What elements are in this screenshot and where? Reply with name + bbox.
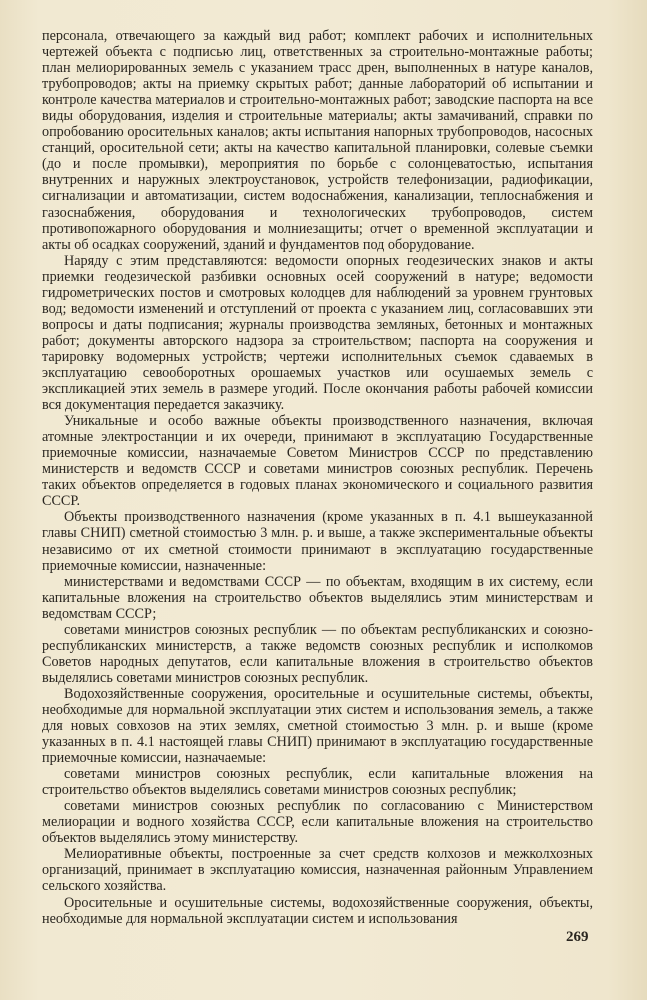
paragraph-collective-farms: Мелиоративные объекты, построенные за счет средств колхозов и межколхозных организаций, принимает в эксплуатацию комиссия, назначенная районным Управлением сельского хозяйства.	[42, 846, 593, 895]
paragraph-ministry-melioration: советами министров союзных республик по согласованию с Министерством мелиорации и водного хозяйства СССР, если капитальные вложения на строительство объектов выделялись этому министерству.	[42, 798, 593, 847]
paragraph-ministries-ussr: министерствами и ведомствами СССР — по объектам, входящим в их систему, если капитальные вложения на строительство объектов выделялись этим министерствам и ведомствам СССР;	[42, 573, 593, 622]
paragraph-republic-councils: советами министров союзных республик, если капитальные вложения на строительство объектов выделялись советами министров союзных республик;	[42, 766, 593, 799]
paragraph-unique-objects: Уникальные и особо важные объекты производственного назначения, включая атомные электростанции и их очереди, принимают в эксплуатацию Государственные приемочные комиссии, назначаемые Советом Министров СССР по представлению министерств и ведомств СССР и советами министров союзных республик. Перечень таких объектов определяется в годовых планах экономического и социального развития СССР.	[42, 413, 593, 510]
paragraph-additional-documents: Наряду с этим представляются: ведомости опорных геодезических знаков и акты приемки геодезической разбивки основных осей сооружений в натуре; ведомости гидрометрических постов и смотровых колодцев для наблюдений за уровнем грунтовых вод; ведомости изменений и отступлений от проекта с указанием лиц, согласовавших эти вопросы и даты подписания; журналы производства земляных, бетонных и монтажных работ; документы авторского надзора за строительством; паспорта на сооружения и тарировку водомерных устройств; чертежи исполнительных съемок сдаваемых в эксплуатацию севооборотных орошаемых участков или осушаемых земель с экспликацией этих земель в размере угодий. После окончания работы рабочей комиссии вся документация передается заказчику.	[42, 252, 593, 414]
body-text	[42, 28, 593, 927]
paragraph-irrigation-systems: Оросительные и осушительные системы, водохозяйственные сооружения, объекты, необходимые для нормальной эксплуатации систем и использования	[42, 894, 593, 927]
page-number: 269	[566, 929, 589, 945]
paragraph-production-objects: Объекты производственного назначения (кроме указанных в п. 4.1 вышеуказанной главы СНИП) сметной стоимостью 3 млн. р. и выше, а также экспериментальные объекты независимо от их сметной стоимости принимают в эксплуатацию государственные приемочные комиссии, назначенные:	[42, 509, 593, 574]
paragraph-water-structures: Водохозяйственные сооружения, оросительные и осушительные системы, объекты, необходимые для нормальной эксплуатации этих систем и использования земель, а также для новых совхозов на этих землях, сметной стоимостью 3 млн. р. и выше (кроме указанных в п. 4.1 настоящей главы СНИП) принимают в эксплуатацию государственные приемочные комиссии, назначаемые:	[42, 685, 593, 767]
paragraph-union-republic-councils: советами министров союзных республик — по объектам республиканских и союзно-республиканских министерств, а также ведомств союзных республик и исполкомов Советов народных депутатов, если капитальные вложения в строительство объектов выделялись советами министров союзных республик.	[42, 621, 593, 686]
paragraph-document-list: персонала, отвечающего за каждый вид работ; комплект рабочих и исполнительных чертежей объекта с подписью лиц, ответственных за строительно-монтажные работы; план мелиорированных земель с указанием трасс дрен, выполненных в натуре каналов, трубопроводов; акты на приемку скрытых работ; данные лабораторий об испытании и контроле качества материалов и строительно-монтажных работ; заводские паспорта на все виды оборудования, изделия и строительные материалы; акты замачиваний, справки по опробованию оросительных каналов; акты испытания напорных трубопроводов, насосных станций, оросительной сети; акты на качество капитальной планировки, солевые съемки (до и после промывки), мероприятия по борьбе с солонцеватостью, испытания внутренних и наружных электроустановок, устройств телефонизации, радиофикации, сигнализации и автоматизации, систем водоснабжения, канализации, теплоснабжения и газоснабжения, оборудования и технологических трубопроводов, систем противопожарного оборудования и молниезащиты; отчет о временной эксплуатации и акты об осадках сооружений, зданий и фундаментов под оборудование.	[42, 28, 593, 253]
